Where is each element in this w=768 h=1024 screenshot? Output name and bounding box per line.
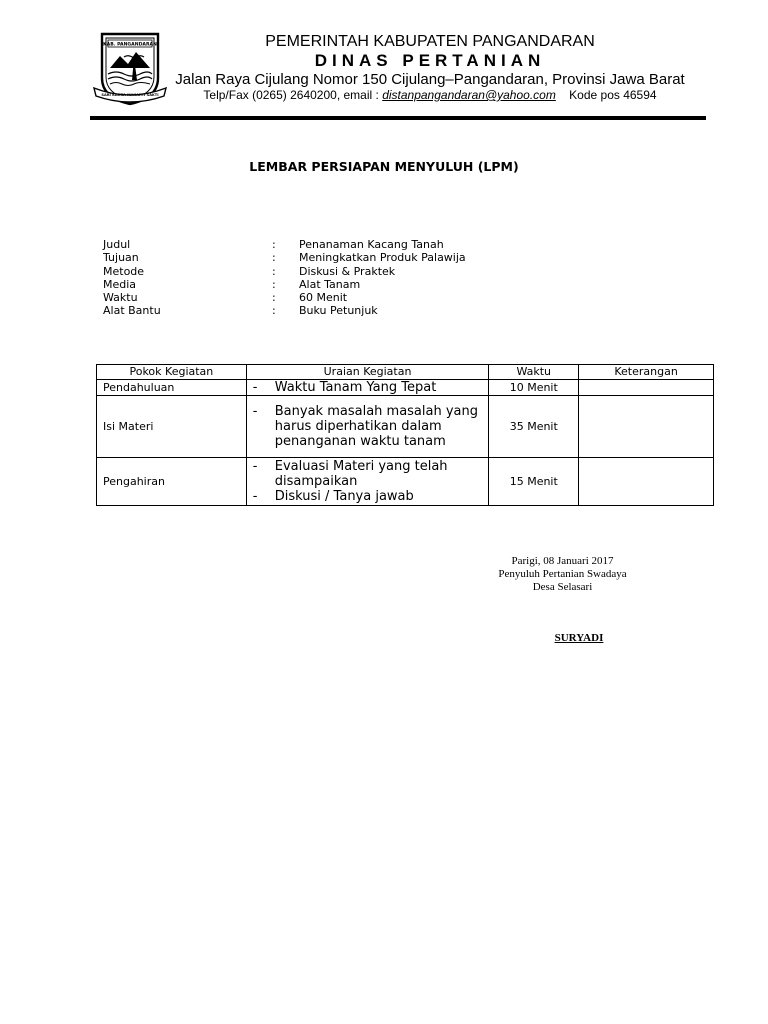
table-header-row <box>97 365 714 380</box>
uraian-item <box>253 380 483 395</box>
uraian-cell <box>246 396 489 458</box>
info-separator: : <box>272 304 276 318</box>
svg-text:KAB. PANGANDARAN: KAB. PANGANDARAN <box>103 42 157 48</box>
regency-seal-logo <box>90 28 170 108</box>
signature-block <box>490 555 635 594</box>
lesson-info <box>103 238 603 318</box>
table-row <box>97 396 714 458</box>
email-address: distanpangandaran@yahoo.com <box>382 88 556 102</box>
department-name: DINAS PERTANIAN <box>314 51 546 70</box>
svg-text:SARI KARSA MAKARTI SAKTI: SARI KARSA MAKARTI SAKTI <box>101 93 159 97</box>
info-row <box>103 238 603 251</box>
info-value: Diskusi & Praktek <box>299 264 396 278</box>
contact-line <box>160 88 700 102</box>
keterangan-cell <box>579 396 714 458</box>
column-header-keterangan: Keterangan <box>579 365 714 380</box>
info-row <box>103 278 603 291</box>
bullet-dash: - <box>252 380 258 395</box>
info-separator: : <box>272 251 276 265</box>
pokok-cell: Pendahuluan <box>97 380 247 396</box>
uraian-item <box>253 489 483 504</box>
waktu-cell: 35 Menit <box>489 396 579 458</box>
info-label: Metode <box>103 264 145 278</box>
info-value: Buku Petunjuk <box>299 304 378 318</box>
info-value: 60 Menit <box>299 291 348 305</box>
keterangan-cell <box>579 458 714 506</box>
uraian-text: Evaluasi Materi yang telah disampaikan <box>274 459 448 489</box>
info-row <box>103 304 603 317</box>
info-separator: : <box>272 264 276 278</box>
info-label: Alat Bantu <box>103 304 161 318</box>
info-value: Penanaman Kacang Tanah <box>299 238 444 251</box>
info-label: Judul <box>103 238 131 251</box>
signatory-name: SURYADI <box>554 632 604 644</box>
uraian-text: Diskusi / Tanya jawab <box>274 489 414 504</box>
info-value: Meningkatkan Produk Palawija <box>299 251 466 265</box>
waktu-cell: 10 Menit <box>489 380 579 396</box>
info-label: Media <box>103 277 137 291</box>
info-value: Alat Tanam <box>299 277 361 291</box>
info-label: Tujuan <box>103 251 139 265</box>
letterhead-divider <box>90 116 706 120</box>
signature-village: Desa Selasari <box>532 581 593 593</box>
column-header-pokok: Pokok Kegiatan <box>97 365 247 380</box>
info-row <box>103 265 603 278</box>
document-title: LEMBAR PERSIAPAN MENYULUH (LPM) <box>249 159 519 174</box>
keterangan-cell <box>579 380 714 396</box>
bullet-dash: - <box>252 404 258 419</box>
uraian-cell <box>246 458 489 506</box>
uraian-text: Banyak masalah masalah yang harus diperhatikan dalam penanganan waktu tanam <box>274 404 478 449</box>
waktu-cell: 15 Menit <box>489 458 579 506</box>
email-label: email : <box>343 88 379 102</box>
activity-table <box>96 364 714 506</box>
pokok-cell: Isi Materi <box>97 396 247 458</box>
signature-position: Penyuluh Pertanian Swadaya <box>498 568 627 580</box>
info-separator: : <box>272 238 276 251</box>
uraian-item <box>253 459 483 489</box>
uraian-cell <box>246 380 489 396</box>
government-name: PEMERINTAH KABUPATEN PANGANDARAN <box>265 33 595 50</box>
table-row <box>97 380 714 396</box>
info-label: Waktu <box>103 291 138 305</box>
info-separator: : <box>272 291 276 305</box>
uraian-text: Waktu Tanam Yang Tepat <box>274 380 437 395</box>
uraian-item <box>253 404 483 449</box>
signature-place-date: Parigi, 08 Januari 2017 <box>511 555 614 567</box>
column-header-waktu: Waktu <box>489 365 579 380</box>
department-address: Jalan Raya Cijulang Nomor 150 Cijulang–Pangandaran, Provinsi Jawa Barat <box>175 71 685 88</box>
info-row <box>103 251 603 264</box>
table-row <box>97 458 714 506</box>
postal-code: Kode pos 46594 <box>569 88 657 102</box>
bullet-dash: - <box>252 459 258 474</box>
info-row <box>103 291 603 304</box>
info-separator: : <box>272 277 276 291</box>
bullet-dash: - <box>252 489 258 504</box>
column-header-uraian: Uraian Kegiatan <box>246 365 489 380</box>
phone-fax: Telp/Fax (0265) 2640200, <box>203 88 341 102</box>
pokok-cell: Pengahiran <box>97 458 247 506</box>
